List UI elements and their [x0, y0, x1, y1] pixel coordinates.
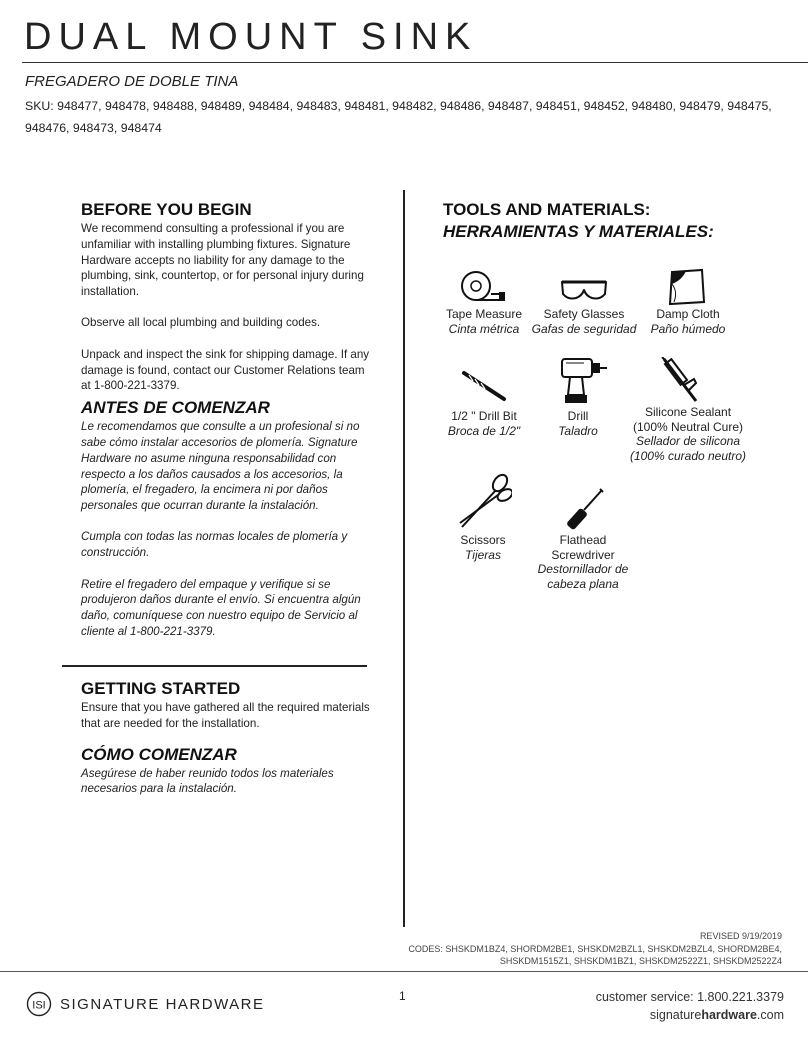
- tool-label: Silicone Sealant: [644, 405, 732, 419]
- getting-p1: Ensure that you have gathered all the required materials that are needed for the installation.: [81, 701, 370, 730]
- tool-label-es: Gafas de seguridad: [531, 321, 637, 336]
- brand-name: SIGNATURE HARDWARE: [60, 996, 265, 1013]
- caulk-gun-icon: [660, 357, 700, 403]
- tool-silicone-sealant: [624, 405, 752, 463]
- website-link[interactable]: [596, 1006, 784, 1024]
- getting-started-section: [81, 678, 371, 797]
- tool-label: Scissors: [460, 533, 506, 547]
- website-part: .com: [756, 1008, 784, 1022]
- screwdriver-icon: [566, 488, 604, 530]
- tool-label-es-2: (100% curado neutro): [629, 448, 747, 463]
- page-number: 1: [399, 989, 406, 1003]
- antes-p3: Retire el fregadero del empaque y verifique si se produjeron daños durante el envío. Si encuentra algún daño, comuníquese con nuestro equipo de Servicio al cliente al 1-800-221-3379.: [81, 577, 361, 638]
- tool-label: Safety Glasses: [543, 307, 625, 321]
- como-heading: CÓMO COMENZAR: [81, 744, 237, 764]
- revision-date: REVISED 9/19/2019: [699, 931, 782, 941]
- tape-measure-icon: [459, 270, 509, 308]
- getting-heading: GETTING STARTED: [81, 679, 241, 698]
- tool-tape-measure: [433, 307, 535, 336]
- tool-label-es: Cinta métrica: [448, 321, 520, 336]
- tool-label-es: Tijeras: [465, 547, 501, 562]
- antes-heading: ANTES DE COMENZAR: [81, 398, 270, 418]
- tool-screwdriver: [528, 533, 638, 591]
- tool-drill-bit: [434, 409, 534, 438]
- tool-label: Damp Cloth: [656, 307, 720, 321]
- drill-icon: [556, 355, 608, 405]
- tool-label-2: Screwdriver: [551, 547, 615, 562]
- customer-service: customer service: 1.800.221.3379: [595, 990, 784, 1004]
- page-title: DUAL MOUNT SINK: [24, 16, 478, 58]
- website-part: signature: [649, 1008, 702, 1022]
- logo-text: ISI: [32, 999, 46, 1012]
- page-subtitle: FREGADERO DE DOBLE TINA: [25, 73, 239, 90]
- tool-label-es: Taladro: [558, 423, 598, 438]
- antes-p2: Cumpla con todas las normas locales de plomería y construcción.: [81, 530, 348, 560]
- tool-safety-glasses: [530, 307, 638, 336]
- tool-label-2: (100% Neutral Cure): [632, 419, 744, 434]
- damp-cloth-icon: [666, 268, 708, 308]
- product-codes: CODES: SHSKDM1BZ4, SHORDM2BE1, SHSKDM2BZL1, SHSKDM2BZL4, SHORDM2BE4, SHSKDM1515Z1, SHSKDM1BZ1, SHSKDM2522Z1, SHSKDM2522Z4: [408, 944, 782, 966]
- footer-rule: [0, 971, 808, 972]
- before-heading: BEFORE YOU BEGIN: [81, 200, 252, 219]
- tools-heading-es: HERRAMIENTAS Y MATERIALES:: [443, 222, 714, 241]
- tool-label-es-2: cabeza plana: [547, 576, 619, 591]
- tools-heading-en: TOOLS AND MATERIALS:: [443, 200, 651, 219]
- tool-label: Tape Measure: [445, 307, 523, 321]
- contact-info: [596, 988, 784, 1024]
- drill-bit-icon: [461, 370, 507, 402]
- tool-label-es: Broca de 1/2": [447, 423, 521, 438]
- como-p1: Asegúrese de haber reunido todos los materiales necesarios para la instalación.: [81, 766, 334, 796]
- section-divider: [62, 665, 367, 667]
- tools-section: [443, 199, 783, 243]
- safety-glasses-icon: [560, 278, 608, 304]
- tool-drill: [538, 409, 618, 438]
- sku-list: SKU: 948477, 948478, 948488, 948489, 948484, 948483, 948481, 948482, 948486, 948487, 948451, 948452, 948480, 948479, 948475, 948476, 948473, 948474: [25, 99, 772, 135]
- tool-label: Flathead: [559, 533, 607, 547]
- before-p2: Observe all local plumbing and building codes.: [81, 316, 321, 330]
- website-part-bold: hardware: [701, 1008, 757, 1022]
- tool-label-es: Paño húmedo: [650, 321, 726, 336]
- scissors-icon: [458, 473, 512, 529]
- tool-label: Drill: [567, 409, 589, 423]
- title-rule: [22, 62, 808, 63]
- left-column: [81, 199, 371, 640]
- tool-damp-cloth: [638, 307, 738, 336]
- antes-p1: Le recomendamos que consulte a un profesional si no sabe cómo instalar accesorios de plomería. Signature Hardware no asume ninguna responsabilidad con respecto a los daños causados a los accesorios, la plomería, el fregadero, la encimera ni por daños personales que ocurran durante la instalación.: [81, 420, 360, 513]
- tool-scissors: [443, 533, 523, 562]
- before-p1: We recommend consulting a professional if you are unfamiliar with installing plumbing fixtures. Signature Hardware accepts no liability for any damage to the plumbing, sink, countertop, or for personal injury during installation.: [81, 222, 364, 299]
- tool-label: 1/2 " Drill Bit: [451, 409, 517, 423]
- tool-label-es: Sellador de silicona: [635, 434, 741, 448]
- column-divider: [403, 190, 405, 927]
- before-p3: Unpack and inspect the sink for shipping damage. If any damage is found, contact our Customer Relations team at 1-800-221-3379.: [81, 347, 370, 393]
- signature-hardware-logo-icon: [26, 991, 52, 1017]
- tool-label-es: Destornillador de: [537, 562, 629, 576]
